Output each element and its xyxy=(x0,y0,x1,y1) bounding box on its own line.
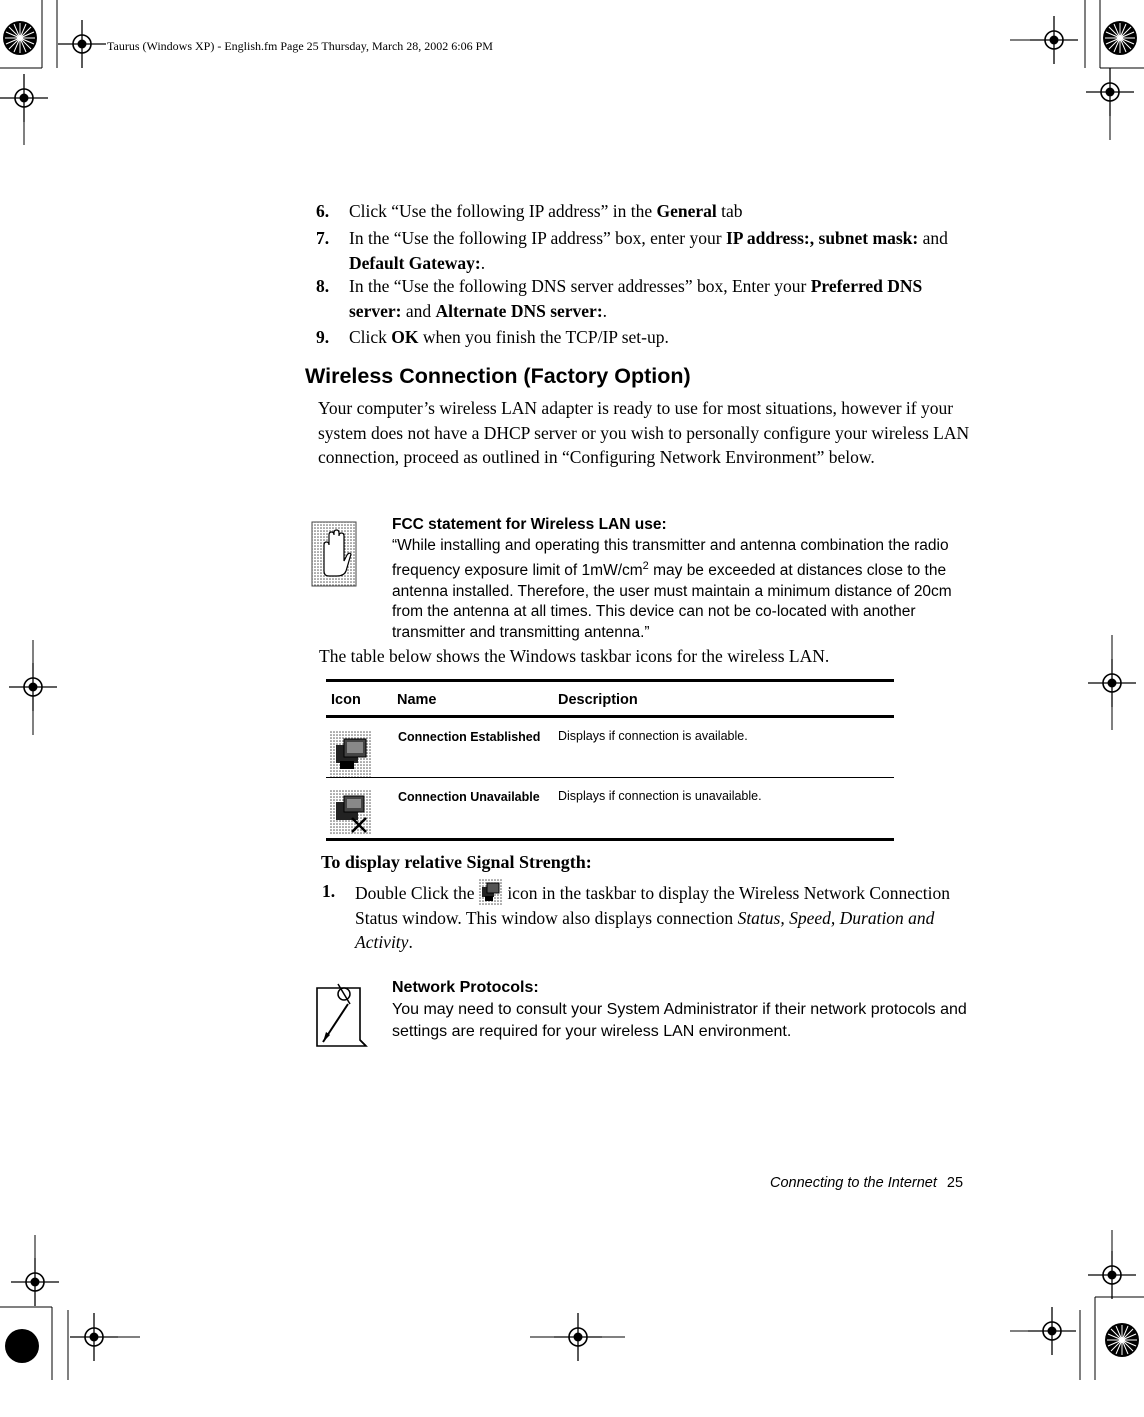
wireless-connected-icon xyxy=(330,731,372,777)
row-1-description: Displays if connection is available. xyxy=(558,729,748,743)
table-top-rule xyxy=(326,679,894,682)
ui-term: General xyxy=(656,201,717,221)
fcc-note xyxy=(392,515,972,643)
ui-term: Default Gateway: xyxy=(349,252,481,273)
protocols-note-body: You may need to consult your System Administrator if their network protocols and settings are required for your wireless LAN environment. xyxy=(392,1001,967,1040)
protocols-note xyxy=(392,977,972,1043)
step-text: . xyxy=(602,300,608,321)
step-number: 6. xyxy=(316,201,330,221)
signal-subheading: To display relative Signal Strength: xyxy=(321,852,592,872)
step-text: when you finish the TCP/IP set-up. xyxy=(418,327,669,347)
fcc-note-body xyxy=(392,536,972,644)
table-header-rule xyxy=(326,715,894,718)
step-text: tab xyxy=(716,201,743,221)
hand-stop-icon xyxy=(311,521,357,587)
header-slug: Taurus (Windows XP) - English.fm Page 25 Thursday, March 28, 2002 6:06 PM xyxy=(107,39,493,53)
col-header-icon: Icon xyxy=(331,692,361,708)
fcc-note-title: FCC statement for Wireless LAN use: xyxy=(392,516,667,533)
table-bottom-rule xyxy=(326,838,894,841)
fcc-note-text: “While installing and operating this transmitter and antenna combination the radio frequency exposure limit of 1mW/cm xyxy=(392,536,949,580)
table-row-divider xyxy=(326,777,894,778)
row-2-description: Displays if connection is unavailable. xyxy=(558,789,762,803)
step-text: In the “Use the following DNS server addresses” box, Enter your xyxy=(349,276,811,296)
ui-term: IP address:, subnet mask: xyxy=(725,228,919,248)
section-intro: Your computer’s wireless LAN adapter is ready to use for most situations, however if your system does not have a DHCP server or you wish to personally configure your wireless LAN connection, proceed as outlined in “Configuring Network Environment” below. xyxy=(318,398,970,467)
step-text: Click xyxy=(349,327,392,347)
step-text: Click “Use the following IP address” in the xyxy=(349,201,657,221)
step-text: and xyxy=(401,300,436,321)
page-footer xyxy=(770,1175,963,1191)
row-2-name: Connection Unavailable xyxy=(398,790,540,804)
step-text: and xyxy=(918,228,948,248)
ui-term: Alternate DNS server: xyxy=(435,300,603,321)
step-text: In the “Use the following IP address” box, enter your xyxy=(349,228,726,248)
col-header-name: Name xyxy=(397,692,437,708)
section-heading: Wireless Connection (Factory Option) xyxy=(305,364,691,388)
superscript: 2 xyxy=(642,560,649,572)
step-number: 8. xyxy=(316,276,330,296)
ui-term: Preferred DNS server: xyxy=(349,276,923,321)
note-pin-icon xyxy=(314,980,370,1050)
step-text: icon in the taskbar to display the Wireless Network Connection Status window. This window also displays connection xyxy=(355,883,951,928)
step-number: 9. xyxy=(316,327,330,347)
step-number: 1. xyxy=(322,881,336,901)
table-caption: The table below shows the Windows taskbar icons for the wireless LAN. xyxy=(319,646,830,666)
col-header-description: Description xyxy=(558,692,638,708)
ui-term: OK xyxy=(391,327,419,347)
fcc-note-text: may be exceeded at distances close to the antenna installed. Therefore, the user must maintain a minimum distance of 20cm from the antenna at all times. This device can not be co-located with another transmitter and transmitting antenna.” xyxy=(392,562,952,641)
step-number: 7. xyxy=(316,228,330,248)
italic-terms: Status, Speed, Duration and Activity xyxy=(355,907,935,952)
wireless-disconnected-icon xyxy=(330,790,372,834)
step-text: . xyxy=(408,932,413,952)
footer-section: Connecting to the Internet xyxy=(770,1175,937,1191)
protocols-note-title: Network Protocols: xyxy=(392,979,539,996)
step-text: . xyxy=(480,252,486,273)
page-number: 25 xyxy=(946,1175,964,1191)
row-1-name: Connection Established xyxy=(398,730,541,744)
step-text: Double Click the xyxy=(355,883,479,903)
wireless-connected-icon-inline xyxy=(479,879,503,905)
